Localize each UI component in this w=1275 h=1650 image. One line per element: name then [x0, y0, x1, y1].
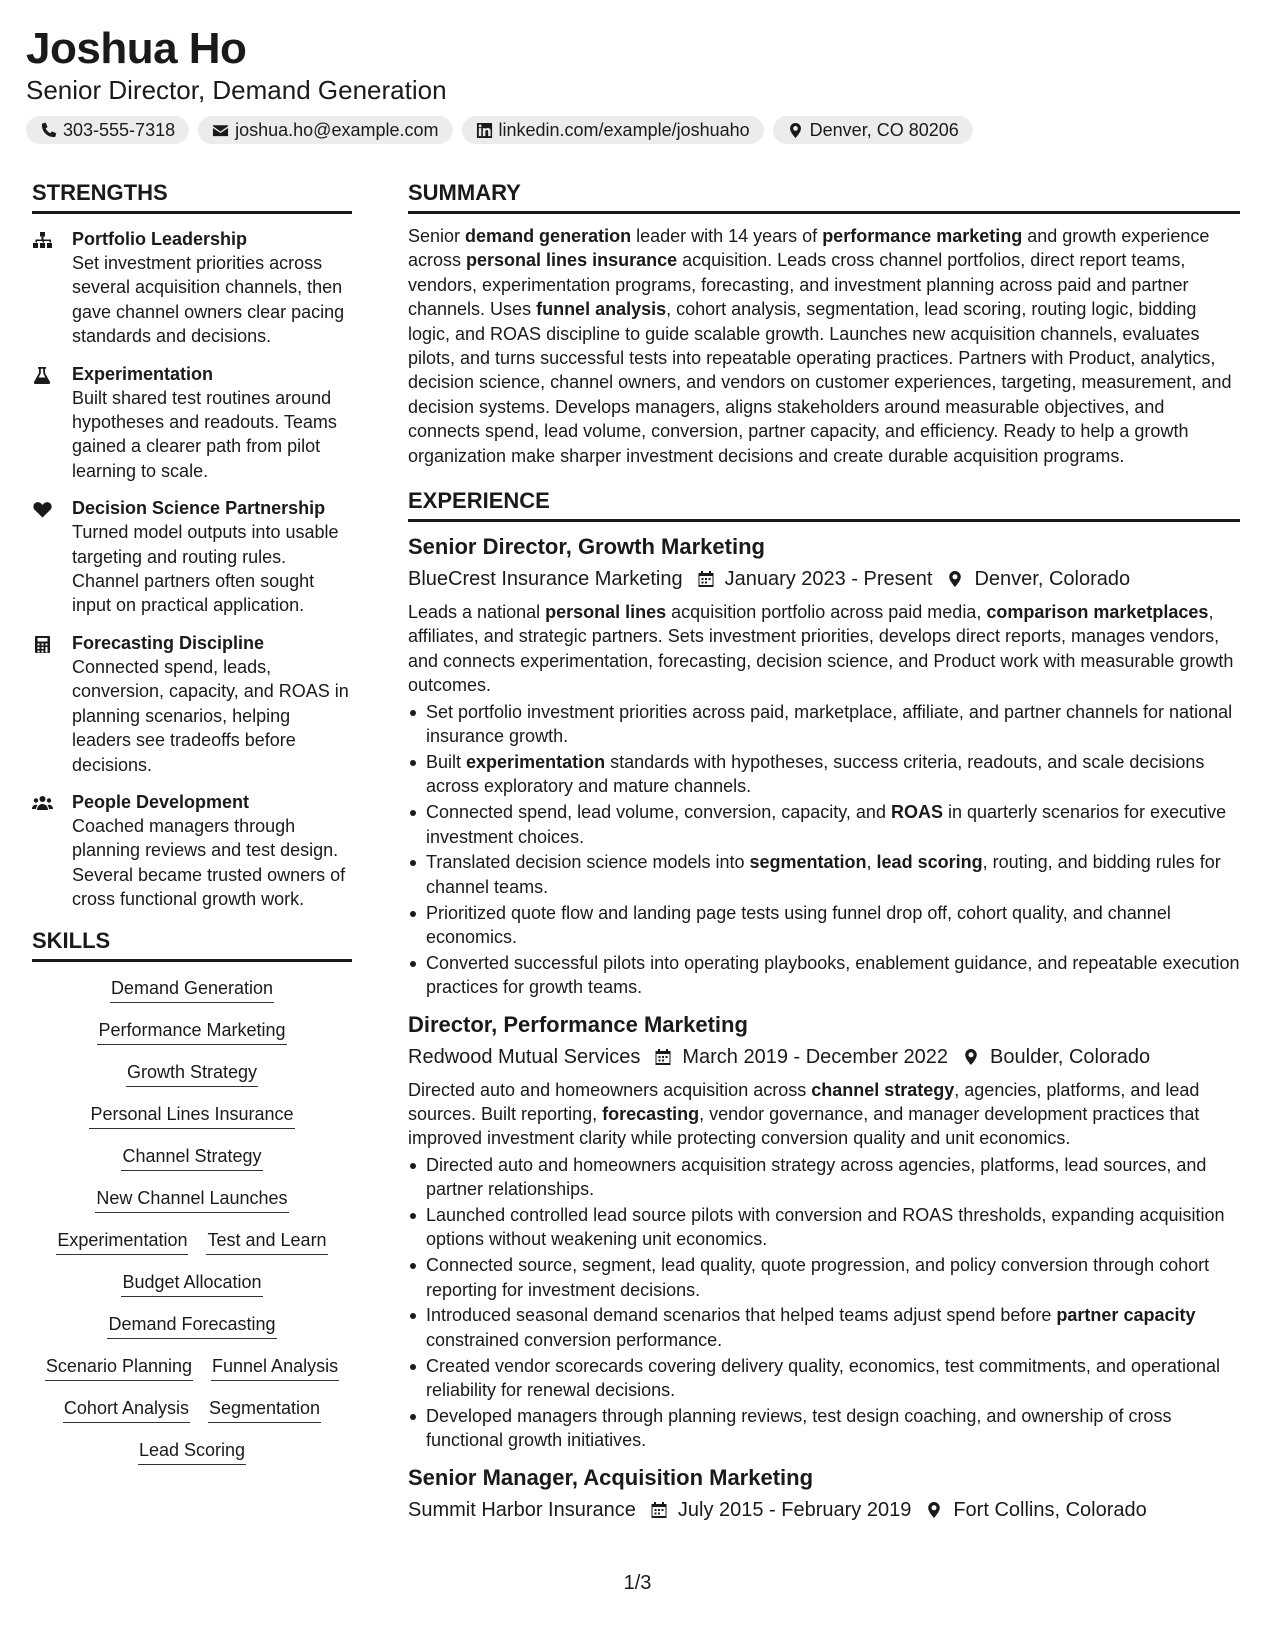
contact-chip[interactable] — [26, 116, 189, 144]
job-meta — [408, 564, 1240, 594]
linkedin-icon — [476, 122, 493, 139]
job-location: Fort Collins, Colorado — [953, 1498, 1147, 1521]
skill-tag: Lead Scoring — [138, 1438, 246, 1465]
skills-list — [32, 976, 352, 1480]
skill-tag: Demand Forecasting — [107, 1312, 276, 1339]
job-entry — [408, 532, 1240, 999]
skill-tag: Personal Lines Insurance — [89, 1102, 294, 1129]
list-item: Converted successful pilots into operating playbooks, enablement guidance, and repeatable execution practices for growth teams. — [408, 951, 1240, 1000]
skill-row — [121, 1270, 262, 1297]
contact-chip[interactable] — [462, 116, 764, 144]
contact-chip[interactable] — [198, 116, 452, 144]
strength-icon — [32, 228, 72, 349]
job-meta — [408, 1042, 1240, 1072]
job-bullets — [408, 1153, 1240, 1453]
strength-icon — [32, 363, 72, 484]
contact-bar — [26, 116, 973, 144]
summary-text: Senior demand generation leader with 14 years of performance marketing and growth experience across personal lines insurance acquisition. Leads cross channel portfolios, direct report teams, vendors, experimentation programs, forecasting, and investment planning across paid and partner channels. Uses funnel analysis, cohort analysis, segmentation, lead scoring, routing logic, bidding logic, and ROAS discipline to guide scalable growth. Launches new acquisition channels, evaluates pilots, and turns successful tests into repeatable operating practices. Partners with Product, analytics, decision science, channel owners, and vendors on customer experiences, targeting, measurement, and decision systems. Develops managers, aligns stakeholders around measurable objectives, and connects spend, lead volume, conversion, partner capacity, and efficiency. Ready to help a growth organization make sharper investment decisions and create durable acquisition programs. — [408, 226, 1232, 466]
sitemap-icon — [32, 231, 53, 250]
calendar-icon — [697, 570, 715, 588]
list-item: Connected spend, lead volume, conversion, capacity, and ROAS in quarterly scenarios for executive investment choices. — [408, 800, 1240, 849]
experience-heading: EXPERIENCE — [408, 488, 550, 514]
skill-row — [45, 1354, 339, 1381]
list-item: Built experimentation standards with hypotheses, success criteria, readouts, and scale decisions across exploratory and mature channels. — [408, 750, 1240, 799]
calendar-icon — [650, 1501, 668, 1519]
job-entry — [408, 1010, 1240, 1453]
strength-title: Experimentation — [72, 363, 214, 384]
strength-item — [32, 791, 352, 912]
list-item: Connected source, segment, lead quality, quote progression, and policy conversion through cohort reporting for investment decisions. — [408, 1253, 1240, 1302]
skill-tag: Experimentation — [56, 1228, 188, 1255]
contact-text: 303-555-7318 — [63, 119, 176, 140]
strength-title: Decision Science Partnership — [72, 498, 326, 519]
skill-row — [63, 1396, 321, 1423]
strength-description: Turned model outputs into usable targeting and routing rules. Channel partners often sought input on practical application. — [72, 522, 339, 616]
skill-tag: Channel Strategy — [121, 1144, 262, 1171]
strength-icon — [32, 791, 72, 912]
experience-list — [408, 532, 1240, 1525]
candidate-title: Senior Director, Demand Generation — [26, 75, 447, 105]
skill-row — [95, 1186, 288, 1213]
skill-tag: Scenario Planning — [45, 1354, 193, 1381]
skill-row — [89, 1102, 294, 1129]
heart-icon — [32, 500, 53, 519]
job-bullets — [408, 700, 1240, 1000]
right-column — [408, 178, 1240, 1525]
section-divider — [32, 211, 352, 214]
job-location: Boulder, Colorado — [990, 1045, 1151, 1068]
list-item: Translated decision science models into segmentation, lead scoring, routing, and bidding rules for channel teams. — [408, 850, 1240, 899]
resume-header — [26, 22, 973, 144]
skill-tag: New Channel Launches — [95, 1186, 288, 1213]
job-dates: January 2023 - Present — [724, 568, 933, 591]
contact-text: Denver, CO 80206 — [809, 119, 959, 140]
section-divider — [408, 519, 1240, 522]
job-dates: July 2015 - February 2019 — [677, 1498, 912, 1521]
strength-item — [32, 228, 352, 349]
strength-item — [32, 363, 352, 484]
job-location: Denver, Colorado — [974, 568, 1131, 591]
strength-item — [32, 497, 352, 618]
strength-description: Built shared test routines around hypotheses and readouts. Teams gained a clearer path from pilot learning to scale. — [72, 387, 337, 481]
calculator-icon — [32, 635, 53, 654]
list-item: Set portfolio investment priorities across paid, marketplace, affiliate, and partner channels for national insurance growth. — [408, 700, 1240, 749]
strengths-heading: STRENGTHS — [32, 180, 168, 205]
phone-icon — [40, 122, 57, 139]
flask-icon — [32, 366, 53, 385]
contact-chip[interactable] — [773, 116, 973, 144]
map-pin-icon — [946, 570, 964, 588]
list-item: Created vendor scorecards covering delivery quality, economics, test commitments, and operational reliability for renewal decisions. — [408, 1354, 1240, 1403]
map-pin-icon — [925, 1501, 943, 1519]
skill-tag: Segmentation — [208, 1396, 321, 1423]
strength-title: Forecasting Discipline — [72, 632, 265, 653]
skill-tag: Demand Generation — [110, 976, 274, 1003]
skill-tag: Funnel Analysis — [211, 1354, 339, 1381]
job-title: Senior Director, Growth Marketing — [408, 534, 765, 560]
calendar-icon — [654, 1048, 672, 1066]
contact-text: joshua.ho@example.com — [235, 119, 439, 140]
skill-tag: Test and Learn — [206, 1228, 327, 1255]
contact-text: linkedin.com/example/joshuaho — [498, 119, 750, 140]
strength-description: Set investment priorities across several acquisition channels, then gave channel owners clear pacing standards and decisions. — [72, 253, 345, 347]
users-icon — [32, 794, 53, 813]
job-dates: March 2019 - December 2022 — [682, 1045, 949, 1068]
skill-row — [126, 1060, 258, 1087]
skill-row — [97, 1018, 286, 1045]
skill-row — [107, 1312, 276, 1339]
section-divider — [32, 959, 352, 962]
job-entry — [408, 1463, 1240, 1525]
skill-row — [138, 1438, 246, 1465]
job-company: BlueCrest Insurance Marketing — [408, 568, 683, 591]
skill-tag: Budget Allocation — [121, 1270, 262, 1297]
map-pin-icon — [787, 122, 804, 139]
list-item: Introduced seasonal demand scenarios that helped teams adjust spend before partner capacity constrained conversion performance. — [408, 1303, 1240, 1352]
skill-tag: Performance Marketing — [97, 1018, 286, 1045]
strength-icon — [32, 632, 72, 777]
list-item: Launched controlled lead source pilots with conversion and ROAS thresholds, expanding acquisition options without weakening unit economics. — [408, 1203, 1240, 1252]
strength-item — [32, 632, 352, 777]
skill-tag: Cohort Analysis — [63, 1396, 190, 1423]
strength-icon — [32, 497, 72, 618]
job-meta — [408, 1495, 1240, 1525]
map-pin-icon — [962, 1048, 980, 1066]
job-title: Director, Performance Marketing — [408, 1011, 748, 1037]
job-title: Senior Manager, Acquisition Marketing — [408, 1464, 814, 1490]
skill-row — [56, 1228, 327, 1255]
list-item: Developed managers through planning reviews, test design coaching, and ownership of cross functional growth initiatives. — [408, 1404, 1240, 1453]
job-company: Redwood Mutual Services — [408, 1045, 641, 1068]
page-number: 1/3 — [623, 1572, 652, 1594]
list-item: Directed auto and homeowners acquisition strategy across agencies, platforms, lead sources, and partner relationships. — [408, 1153, 1240, 1202]
skill-row — [110, 976, 274, 1003]
job-description: Leads a national personal lines acquisition portfolio across paid media, comparison marketplaces, affiliates, and strategic partners. Sets investment priorities, develops direct reports, manages vendors, and connects experimentation, forecasting, decision science, and Product work with measurable growth outcomes. — [408, 602, 1234, 696]
job-description: Directed auto and homeowners acquisition across channel strategy, agencies, platforms, and lead sources. Built reporting, forecasting, vendor governance, and manager development practices that improved investment clarity while protecting conversion quality and unit economics. — [408, 1079, 1200, 1149]
list-item: Prioritized quote flow and landing page tests using funnel drop off, cohort quality, and channel economics. — [408, 901, 1240, 950]
left-column — [32, 178, 352, 1480]
skill-tag: Growth Strategy — [126, 1060, 258, 1087]
job-company: Summit Harbor Insurance — [408, 1498, 636, 1521]
skills-heading: SKILLS — [32, 927, 111, 953]
skill-row — [121, 1144, 262, 1171]
section-divider — [408, 211, 1240, 214]
summary-heading: SUMMARY — [408, 180, 521, 205]
candidate-name: Joshua Ho — [26, 24, 247, 73]
strength-description: Coached managers through planning reviews and test design. Several became trusted owners of cross functional growth work. — [72, 815, 346, 910]
strength-title: People Development — [72, 791, 250, 812]
strength-description: Connected spend, leads, conversion, capacity, and ROAS in planning scenarios, helping leaders see tradeoffs before decisions. — [72, 656, 349, 775]
envelope-icon — [212, 122, 229, 139]
strengths-list — [32, 228, 352, 912]
strength-title: Portfolio Leadership — [72, 229, 248, 249]
